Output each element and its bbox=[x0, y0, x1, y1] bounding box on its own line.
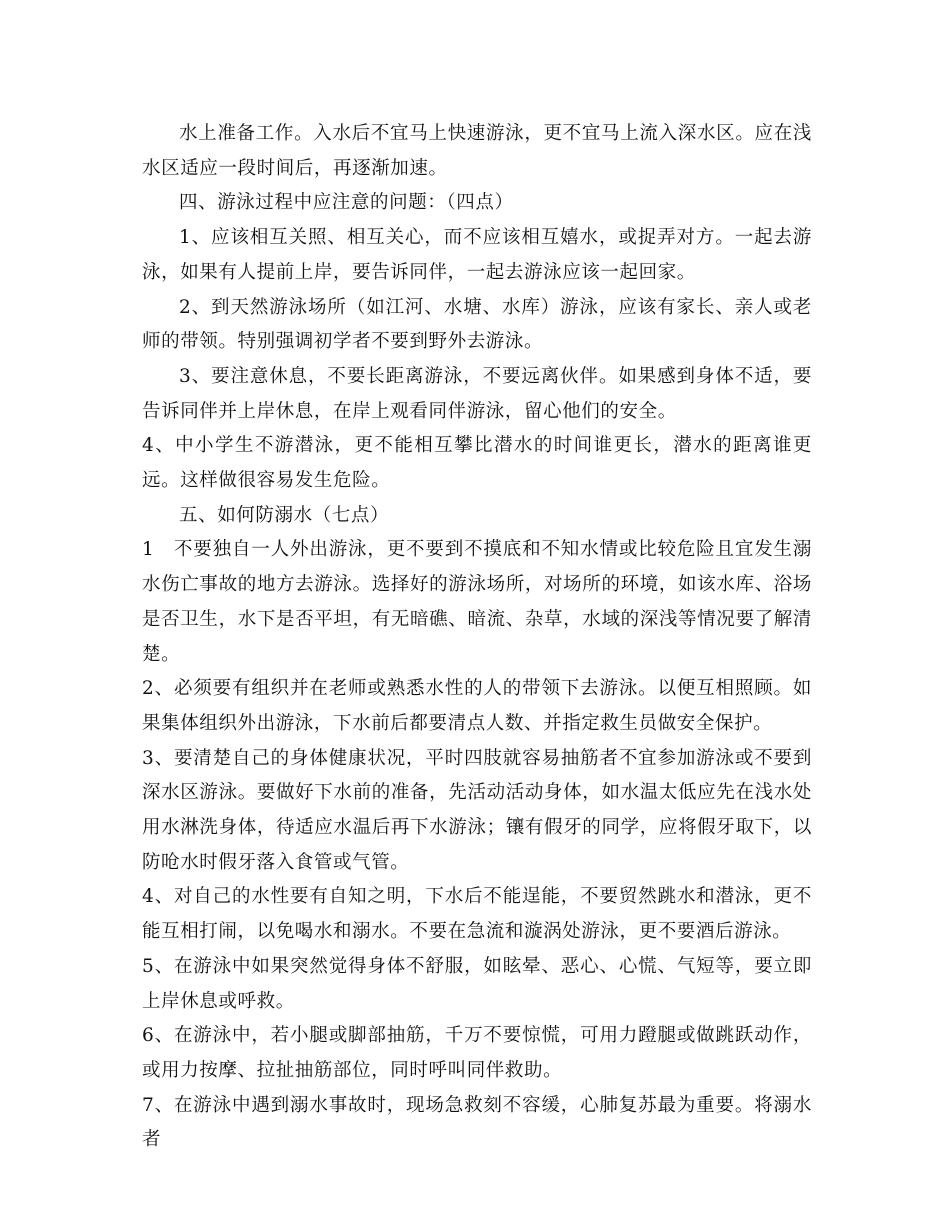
paragraph-warmup-continued: 水上准备工作。入水后不宜马上快速游泳，更不宜马上流入深水区。应在浅水区适应一段时间后，再逐渐加速。 bbox=[142, 123, 812, 179]
list-item-5-4: 4、对自己的水性要有自知之明，下水后不能逞能，不要贸然跳水和潜泳，更不能互相打闹，以免喝水和溺水。不要在急流和漩涡处游泳，更不要酒后游泳。 bbox=[142, 886, 812, 943]
document-page bbox=[142, 117, 812, 1158]
list-item-5-5: 5、在游泳中如果突然觉得身体不舒服，如眩晕、恶心、心慌、气短等，要立即上岸休息或呼救。 bbox=[142, 955, 812, 1012]
list-item-4-3: 3、要注意休息，不要长距离游泳，不要远离伙伴。如果感到身体不适，要告诉同伴并上岸休息，在岸上观看同伴游泳，留心他们的安全。 bbox=[142, 365, 812, 422]
list-item-5-6: 6、在游泳中，若小腿或脚部抽筋，千万不要惊慌，可用力蹬腿或做跳跃动作，或用力按摩、拉扯抽筋部位，同时呼叫同伴救助。 bbox=[142, 1025, 812, 1081]
list-item-5-3: 3、要清楚自己的身体健康状况，平时四肢就容易抽筋者不宜参加游泳或不要到深水区游泳。要做好下水前的准备，先活动活动身体，如水温太低应先在浅水处用水淋洗身体，待适应水温后再下水游泳；镶有假牙的同学，应将假牙取下，以防呛水时假牙落入食管或气管。 bbox=[142, 747, 812, 873]
list-item-5-7: 7、在游泳中遇到溺水事故时，现场急救刻不容缓，心肺复苏最为重要。将溺水者 bbox=[142, 1094, 812, 1151]
list-item-4-1: 1、应该相互关照、相互关心，而不应该相互嬉水，或捉弄对方。一起去游泳，如果有人提前上岸，要告诉同伴，一起去游泳应该一起回家。 bbox=[142, 227, 812, 283]
list-item-4-2: 2、到天然游泳场所（如江河、水塘、水库）游泳，应该有家长、亲人或老师的带领。特别强调初学者不要到野外去游泳。 bbox=[142, 296, 812, 353]
list-item-5-1: 1 不要独自一人外出游泳，更不要到不摸底和不知水情或比较危险且宜发生溺水伤亡事故的地方去游泳。选择好的游泳场所，对场所的环境，如该水库、浴场是否卫生，水下是否平坦，有无暗礁、暗流、杂草，水域的深浅等情况要了解清楚。 bbox=[142, 539, 812, 665]
list-item-5-2: 2、必须要有组织并在老师或熟悉水性的人的带领下去游泳。以便互相照顾。如果集体组织外出游泳，下水前后都要清点人数、并指定救生员做安全保护。 bbox=[142, 678, 812, 734]
section-heading-5: 五、如何防溺水（七点） bbox=[179, 504, 390, 526]
list-item-4-4: 4、中小学生不游潜泳，更不能相互攀比潜水的时间谁更长，潜水的距离谁更远。这样做很容易发生危险。 bbox=[142, 435, 812, 492]
section-heading-4: 四、游泳过程中应注意的问题：（四点） bbox=[179, 192, 514, 214]
